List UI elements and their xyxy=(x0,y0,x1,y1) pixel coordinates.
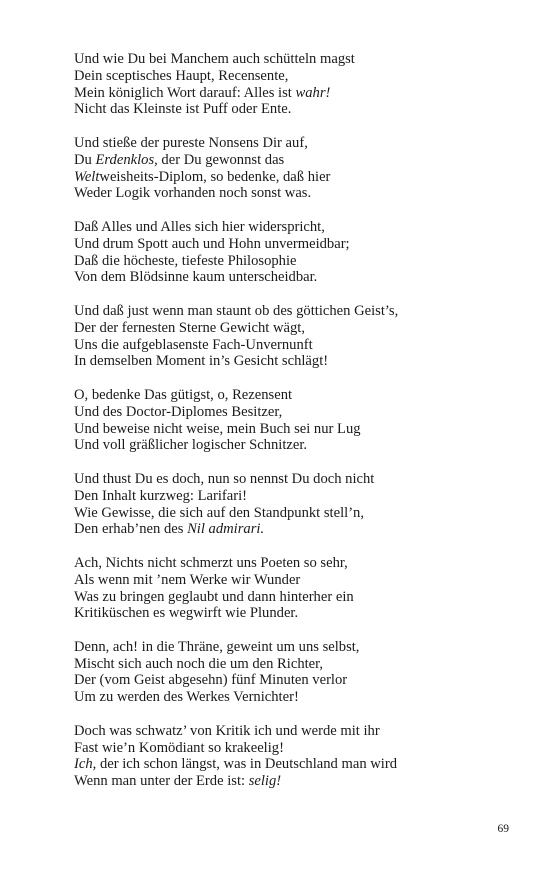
italic-text: wahr! xyxy=(295,84,331,101)
line-text: Und drum Spott auch und Hohn unvermeidbar; xyxy=(74,235,350,252)
line-text: Was zu bringen geglaubt und dann hinterher ein xyxy=(74,588,354,605)
poem-line xyxy=(74,639,534,656)
italic-text: Welt xyxy=(74,168,100,185)
line-text: Wenn man unter der Erde ist: xyxy=(74,773,249,790)
line-text: weisheits-Diplom, so bedenke, daß hier xyxy=(99,168,331,185)
line-text: Ach, Nichts nicht schmerzt uns Poeten so sehr, xyxy=(74,554,348,571)
poem-line xyxy=(74,756,534,773)
poem-line xyxy=(74,572,534,589)
poem-line xyxy=(74,253,534,270)
poem-line xyxy=(74,672,534,689)
line-text: Und stieße der pureste Nonsens Dir auf, xyxy=(74,134,308,151)
stanza xyxy=(74,555,534,622)
poem-line xyxy=(74,723,534,740)
stanza xyxy=(74,471,534,538)
poem-line xyxy=(74,68,534,85)
line-text: Wie Gewisse, die sich auf den Standpunkt stell’n, xyxy=(74,504,365,521)
line-text: Doch was schwatz’ von Kritik ich und werde mit ihr xyxy=(74,722,380,739)
stanza xyxy=(74,219,534,286)
line-text: Kritiküschen es wegwirft wie Plunder. xyxy=(74,605,299,622)
poem-line xyxy=(74,471,534,488)
poem-line xyxy=(74,387,534,404)
line-text: Daß Alles und Alles sich hier widerspricht, xyxy=(74,218,325,235)
line-text: Weder Logik vorhanden noch sonst was. xyxy=(74,185,312,202)
line-text: Uns die aufgeblasenste Fach-Unvernunft xyxy=(74,336,313,353)
poem-line xyxy=(74,437,534,454)
stanza xyxy=(74,135,534,202)
poem-line xyxy=(74,219,534,236)
line-text: Und voll gräßlicher logischer Schnitzer. xyxy=(74,437,308,454)
poem-line xyxy=(74,353,534,370)
stanza xyxy=(74,639,534,706)
poem-line xyxy=(74,605,534,622)
poem-line xyxy=(74,303,534,320)
stanza xyxy=(74,303,534,370)
line-text: der Du gewonnst das xyxy=(157,151,285,168)
poem-line xyxy=(74,337,534,354)
poem-line xyxy=(74,269,534,286)
italic-text: Ich, xyxy=(74,756,97,773)
stanza xyxy=(74,51,534,118)
line-text: Um zu werden des Werkes Vernichter! xyxy=(74,689,299,706)
line-text: O, bedenke Das gütigst, o, Rezensent xyxy=(74,386,293,403)
poem-line xyxy=(74,169,534,186)
line-text: Daß die höcheste, tiefeste Philosophie xyxy=(74,252,297,269)
poem-line xyxy=(74,689,534,706)
line-text: Nicht das Kleinste ist Puff oder Ente. xyxy=(74,101,292,118)
line-text: Und beweise nicht weise, mein Buch sei nur Lug xyxy=(74,420,361,437)
line-text: Der (vom Geist abgesehn) fünf Minuten verlor xyxy=(74,672,348,689)
poem-line xyxy=(74,135,534,152)
poem-line xyxy=(74,521,534,538)
line-text: Und daß just wenn man staunt ob des göttichen Geist’s, xyxy=(74,302,399,319)
poem-line xyxy=(74,152,534,169)
poem-line xyxy=(74,85,534,102)
italic-text: Nil admirari. xyxy=(187,521,265,538)
poem-line xyxy=(74,740,534,757)
poem-line xyxy=(74,589,534,606)
italic-text: Erdenklos, xyxy=(95,151,158,168)
poem-line xyxy=(74,236,534,253)
poem-line xyxy=(74,488,534,505)
line-text: Den Inhalt kurzweg: Larifari! xyxy=(74,487,248,504)
page-number: 69 xyxy=(497,823,509,835)
stanza xyxy=(74,387,534,454)
poem-line xyxy=(74,656,534,673)
stanza xyxy=(74,723,534,790)
line-text: Du xyxy=(74,151,96,168)
line-text: Mischt sich auch noch die um den Richter, xyxy=(74,655,324,672)
italic-text: selig! xyxy=(248,773,282,790)
poem-line xyxy=(74,101,534,118)
poem-line xyxy=(74,773,534,790)
line-text: In demselben Moment in’s Gesicht schlägt! xyxy=(74,353,329,370)
line-text: Dein sceptisches Haupt, Recensente, xyxy=(74,67,289,84)
line-text: Fast wie’n Komödiant so krakeelig! xyxy=(74,739,284,756)
line-text: der ich schon längst, was in Deutschland man wird xyxy=(96,756,398,773)
line-text: Und wie Du bei Manchem auch schütteln magst xyxy=(74,51,355,67)
line-text: Und thust Du es doch, nun so nennst Du doch nicht xyxy=(74,470,375,487)
line-text: Von dem Blödsinne kaum unterscheidbar. xyxy=(74,269,318,286)
line-text: Und des Doctor-Diplomes Besitzer, xyxy=(74,403,283,420)
poem-line xyxy=(74,421,534,438)
poem-body xyxy=(74,51,534,807)
line-text: Denn, ach! in die Thräne, geweint um uns selbst, xyxy=(74,638,360,655)
line-text: Der der fernesten Sterne Gewicht wägt, xyxy=(74,319,305,336)
poem-line xyxy=(74,404,534,421)
line-text: Den erhab’nen des xyxy=(74,521,188,538)
poem-line xyxy=(74,320,534,337)
line-text: Als wenn mit ’nem Werke wir Wunder xyxy=(74,571,301,588)
poem-line xyxy=(74,185,534,202)
line-text: Mein königlich Wort darauf: Alles ist xyxy=(74,84,296,101)
poem-line xyxy=(74,555,534,572)
poem-line xyxy=(74,51,534,68)
poem-line xyxy=(74,505,534,522)
